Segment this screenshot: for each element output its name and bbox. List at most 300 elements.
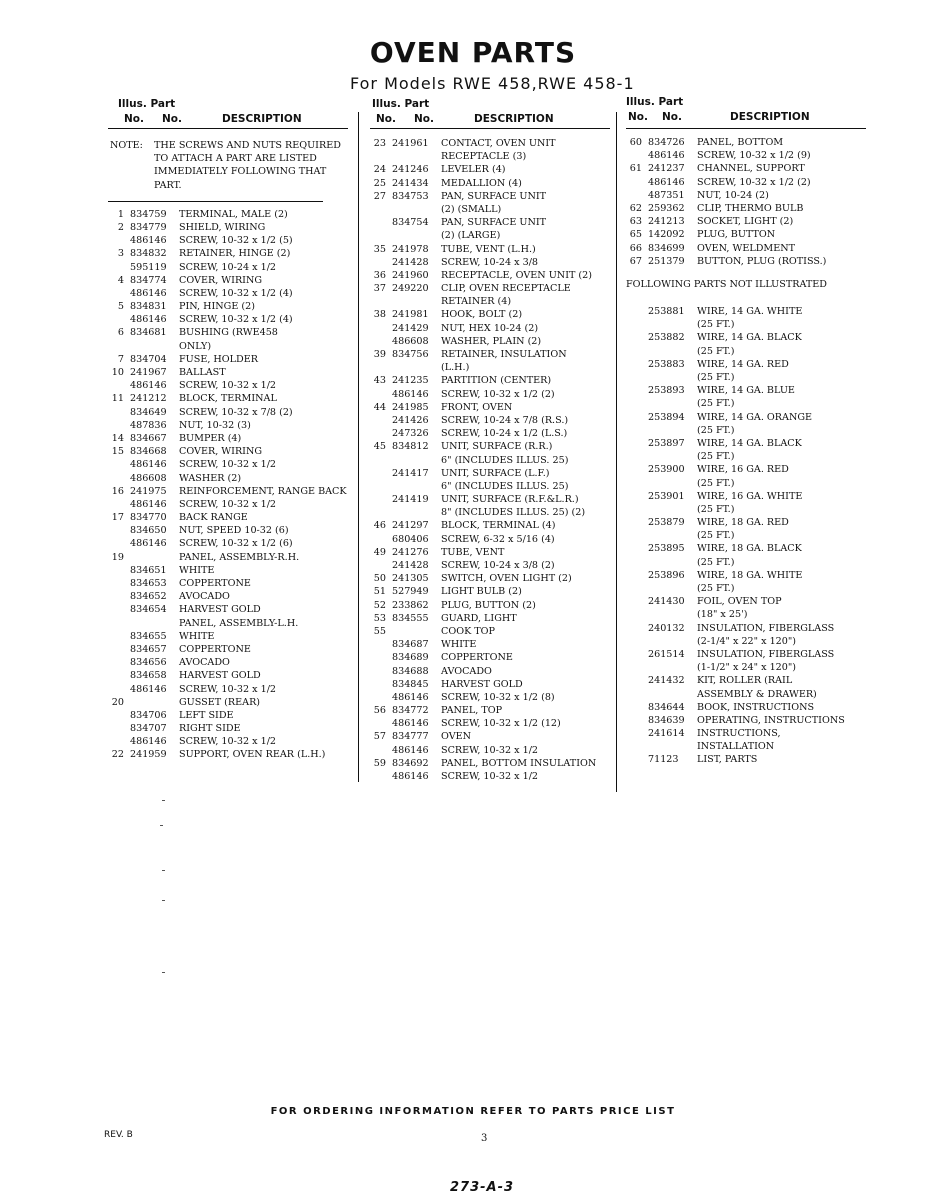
parts-row xyxy=(370,177,610,190)
part-description: SCREW, 10-32 x 1/2 (5) xyxy=(179,235,293,247)
parts-row xyxy=(626,331,866,344)
part-number: 834779 xyxy=(130,221,167,233)
part-description: SCREW, 10-32 x 1/2 (8) xyxy=(441,691,555,703)
part-number: 486146 xyxy=(392,388,429,400)
part-description: BUSHING (RWE458 xyxy=(179,327,278,339)
parts-row xyxy=(108,472,348,485)
header-description: DESCRIPTION xyxy=(474,113,554,125)
parts-row xyxy=(626,358,866,371)
parts-row xyxy=(370,744,610,757)
parts-row xyxy=(108,630,348,643)
part-description: WIRE, 14 GA. BLUE xyxy=(697,385,795,397)
illus-number: 10 xyxy=(111,367,124,379)
parts-row xyxy=(108,577,348,590)
part-number: 834653 xyxy=(130,578,167,590)
parts-row xyxy=(370,401,610,414)
scan-mark xyxy=(160,825,163,826)
part-description: INSULATION, FIBERGLASS xyxy=(697,648,835,660)
parts-row xyxy=(626,305,866,318)
part-number: 253883 xyxy=(648,358,685,370)
illus-number: 46 xyxy=(373,520,386,532)
parts-row xyxy=(370,757,610,770)
part-number: 834699 xyxy=(648,242,685,254)
part-description: (1-1/2" x 24" x 120") xyxy=(697,662,797,674)
part-number: 834832 xyxy=(130,248,167,260)
illus-number: 17 xyxy=(111,512,124,524)
part-number: 834831 xyxy=(130,301,167,313)
illus-number: 63 xyxy=(629,216,642,228)
illus-number: 37 xyxy=(373,283,386,295)
illus-number: 20 xyxy=(111,696,124,708)
parts-column-3 xyxy=(626,96,866,767)
parts-row xyxy=(370,348,610,361)
part-number: 241276 xyxy=(392,546,429,558)
part-description: HARVEST GOLD xyxy=(179,670,261,682)
parts-row xyxy=(626,228,866,241)
part-description: COVER, WIRING xyxy=(179,446,263,458)
part-number: 834759 xyxy=(130,208,167,220)
part-number: 834772 xyxy=(392,705,429,717)
parts-row xyxy=(370,427,610,440)
part-description: (25 FT.) xyxy=(697,451,735,463)
part-number: 241981 xyxy=(392,309,429,321)
part-number: 241246 xyxy=(392,164,429,176)
column-header xyxy=(370,96,610,129)
parts-row xyxy=(370,572,610,585)
part-number: 486146 xyxy=(130,683,167,695)
note-line: THE SCREWS AND NUTS REQUIRED xyxy=(154,140,341,151)
parts-row xyxy=(108,485,348,498)
part-description: SCREW, 10-32 x 1/2 (12) xyxy=(441,718,561,730)
column-divider xyxy=(616,112,617,792)
parts-row xyxy=(370,467,610,480)
part-number: 241297 xyxy=(392,520,429,532)
part-number: 241419 xyxy=(392,494,429,506)
header-description: DESCRIPTION xyxy=(730,111,810,123)
parts-row xyxy=(108,247,348,260)
part-description: BOOK, INSTRUCTIONS xyxy=(697,701,815,713)
part-number: 834812 xyxy=(392,441,429,453)
part-description: BLOCK, TERMINAL (4) xyxy=(441,520,556,532)
part-description: SCREW, 10-32 x 1/2 xyxy=(179,459,277,471)
parts-row xyxy=(108,603,348,616)
header-no-2: No. xyxy=(662,111,682,123)
illus-number: 27 xyxy=(373,190,386,202)
part-description: PIN, HINGE (2) xyxy=(179,301,255,313)
part-description: SCREW, 10-32 x 1/2 xyxy=(441,771,539,782)
parts-row xyxy=(108,392,348,405)
illus-number: 56 xyxy=(373,705,386,717)
part-description: (L.H.) xyxy=(441,362,470,374)
part-description: (25 FT.) xyxy=(697,372,735,384)
part-description: BALLAST xyxy=(179,367,226,379)
part-description: WASHER (2) xyxy=(179,472,242,484)
parts-row xyxy=(626,345,866,358)
illus-number: 7 xyxy=(117,353,124,365)
part-description: PANEL, BOTTOM xyxy=(697,137,784,148)
part-number: 241961 xyxy=(392,138,429,149)
note-line: IMMEDIATELY FOLLOWING THAT xyxy=(154,166,327,178)
parts-row xyxy=(626,674,866,687)
parts-row xyxy=(370,454,610,467)
part-description: KIT, ROLLER (RAIL xyxy=(697,675,793,687)
part-description: PAN, SURFACE UNIT xyxy=(441,217,547,229)
part-number: 486608 xyxy=(130,472,167,484)
illus-number: 55 xyxy=(373,625,386,637)
part-description: FRONT, OVEN xyxy=(441,401,513,413)
parts-row xyxy=(626,648,866,661)
part-description: WIRE, 14 GA. BLACK xyxy=(697,332,802,344)
part-number: 241237 xyxy=(648,163,685,175)
page-title: OVEN PARTS xyxy=(369,36,577,69)
parts-row xyxy=(370,322,610,335)
illus-number: 43 xyxy=(373,375,386,387)
part-description: RETAINER (4) xyxy=(441,296,512,308)
part-description: (18" x 25') xyxy=(697,609,748,621)
part-description: NUT, HEX 10-24 (2) xyxy=(441,322,539,334)
part-number: 240132 xyxy=(648,622,685,634)
part-number: 834667 xyxy=(130,432,167,444)
parts-row xyxy=(370,546,610,559)
part-description: RETAINER, INSULATION xyxy=(441,349,567,360)
parts-row xyxy=(626,622,866,635)
part-description: GUARD, LIGHT xyxy=(441,612,517,624)
document-code: 273-A-3 xyxy=(450,1180,515,1195)
part-description: PANEL, TOP xyxy=(441,705,503,717)
part-number: 486146 xyxy=(392,771,429,782)
part-description: SCREW, 10-32 x 1/2 xyxy=(441,744,539,756)
parts-row xyxy=(108,313,348,326)
part-description: NUT, 10-32 (3) xyxy=(179,419,251,431)
part-description: FUSE, HOLDER xyxy=(179,353,258,365)
part-number: 241428 xyxy=(392,560,429,571)
illus-number: 23 xyxy=(373,138,386,149)
part-number: 253897 xyxy=(648,437,685,449)
part-description: UNIT, SURFACE (L.F.) xyxy=(441,467,550,479)
part-number: 486146 xyxy=(648,150,685,162)
parts-row xyxy=(370,480,610,493)
part-number: 834756 xyxy=(392,349,429,360)
part-description: 6" (INCLUDES ILLUS. 25) xyxy=(441,454,569,466)
part-number: 241305 xyxy=(392,573,429,585)
part-description: HARVEST GOLD xyxy=(179,604,261,616)
part-number: 486146 xyxy=(392,744,429,756)
header-illus-part: Illus. Part xyxy=(118,98,176,110)
illus-number: 3 xyxy=(117,248,124,260)
parts-row xyxy=(370,243,610,256)
part-number: 834706 xyxy=(130,709,167,721)
part-number: 241213 xyxy=(648,216,685,228)
illus-number: 36 xyxy=(373,269,386,281)
parts-row xyxy=(626,463,866,476)
part-description: TERMINAL, MALE (2) xyxy=(179,208,288,220)
part-number: 834681 xyxy=(130,327,167,339)
part-number: 241212 xyxy=(130,393,167,405)
part-description: SCREW, 10-24 x 1/2 (L.S.) xyxy=(441,428,568,440)
part-number: 486146 xyxy=(130,498,167,510)
part-number: 486146 xyxy=(392,718,429,730)
part-description: NUT, SPEED 10-32 (6) xyxy=(179,525,289,537)
part-description: RETAINER, HINGE (2) xyxy=(179,248,291,260)
illus-number: 39 xyxy=(373,349,386,360)
parts-row xyxy=(108,406,348,419)
illus-number: 59 xyxy=(373,757,386,769)
parts-row xyxy=(626,397,866,410)
parts-row xyxy=(626,635,866,648)
parts-row xyxy=(370,203,610,216)
column-header xyxy=(626,96,866,129)
part-number: 241434 xyxy=(392,177,429,189)
part-description: (25 FT.) xyxy=(697,583,735,595)
part-description: WHITE xyxy=(441,639,477,651)
parts-row xyxy=(626,529,866,542)
illus-number: 38 xyxy=(373,309,386,321)
illus-number: 6 xyxy=(117,327,124,339)
illus-number: 51 xyxy=(373,586,386,598)
part-number: 487351 xyxy=(648,189,685,201)
parts-row xyxy=(370,704,610,717)
parts-row xyxy=(108,234,348,247)
part-description: (2) (LARGE) xyxy=(441,230,501,242)
parts-row xyxy=(626,424,866,437)
part-number: 486146 xyxy=(130,538,167,550)
part-description: (25 FT.) xyxy=(697,556,735,568)
part-number: 233862 xyxy=(392,599,429,611)
column-header xyxy=(108,96,348,129)
parts-row xyxy=(370,216,610,229)
header-no: No. xyxy=(124,113,144,125)
part-description: BUMPER (4) xyxy=(179,432,242,444)
parts-row xyxy=(370,190,610,203)
part-description: SHIELD, WIRING xyxy=(179,221,266,233)
part-description: SCREW, 10-32 x 1/2 (4) xyxy=(179,287,293,299)
part-description: SCREW, 10-32 x 1/2 xyxy=(179,380,277,392)
part-number: 253895 xyxy=(648,543,685,555)
illus-number: 35 xyxy=(373,243,386,255)
part-description: WIRE, 16 GA. RED xyxy=(697,464,789,476)
parts-row xyxy=(626,450,866,463)
scan-mark xyxy=(162,800,165,801)
revision-label: REV. B xyxy=(104,1130,133,1140)
part-description: AVOCADO xyxy=(179,591,230,603)
illus-number: 66 xyxy=(629,242,642,254)
illus-number: 22 xyxy=(111,749,124,761)
parts-row xyxy=(626,371,866,384)
parts-row xyxy=(370,665,610,678)
part-number: 834654 xyxy=(130,604,167,616)
parts-row xyxy=(370,440,610,453)
note-line: TO ATTACH A PART ARE LISTED xyxy=(154,153,317,165)
part-number: 253893 xyxy=(648,385,685,397)
parts-row xyxy=(370,256,610,269)
parts-row xyxy=(626,727,866,740)
part-description: WHITE xyxy=(179,564,215,576)
part-description: INSTRUCTIONS, xyxy=(697,728,781,740)
parts-row xyxy=(108,709,348,722)
part-number: 253900 xyxy=(648,464,685,476)
part-description: WIRE, 18 GA. BLACK xyxy=(697,543,802,555)
part-number: 241985 xyxy=(392,401,429,413)
part-description: WIRE, 14 GA. ORANGE xyxy=(697,411,813,423)
illus-number: 24 xyxy=(373,164,386,176)
note-line: PART. xyxy=(154,179,182,191)
part-number: 834689 xyxy=(392,652,429,664)
part-description: (25 FT.) xyxy=(697,530,735,542)
part-description: RECEPTACLE (3) xyxy=(441,151,527,163)
part-description: WIRE, 18 GA. RED xyxy=(697,517,789,529)
parts-row xyxy=(626,136,866,149)
part-description: COPPERTONE xyxy=(179,578,251,590)
parts-row xyxy=(108,551,348,564)
parts-row xyxy=(626,740,866,753)
part-number: 241959 xyxy=(130,749,167,761)
page-subtitle: For Models RWE 458,RWE 458-1 xyxy=(350,74,635,93)
part-description: PANEL, ASSEMBLY-L.H. xyxy=(179,617,299,629)
part-description: PAN, SURFACE UNIT xyxy=(441,190,547,202)
part-description: BUTTON, PLUG (ROTISS.) xyxy=(697,255,827,267)
parts-row xyxy=(370,730,610,743)
parts-row xyxy=(370,717,610,730)
illus-number: 25 xyxy=(373,177,386,189)
part-description: GUSSET (REAR) xyxy=(179,696,261,708)
header-description: DESCRIPTION xyxy=(222,113,302,125)
parts-row xyxy=(370,229,610,242)
part-description: COPPERTONE xyxy=(179,643,251,655)
part-number: 834753 xyxy=(392,190,429,202)
part-description: SCREW, 10-24 x 1/2 xyxy=(179,261,277,273)
part-number: 834777 xyxy=(392,731,429,743)
header-no-2: No. xyxy=(162,113,182,125)
part-number: 71123 xyxy=(648,754,679,766)
parts-row xyxy=(108,735,348,748)
part-number: 834770 xyxy=(130,512,167,524)
parts-row xyxy=(108,419,348,432)
part-description: INSULATION, FIBERGLASS xyxy=(697,622,835,634)
parts-row xyxy=(626,176,866,189)
parts-row xyxy=(370,137,610,150)
part-number: 253896 xyxy=(648,569,685,581)
part-description: SCREW, 10-32 x 1/2 xyxy=(179,498,277,510)
part-description: (25 FT.) xyxy=(697,319,735,331)
illus-number: 52 xyxy=(373,599,386,611)
illus-number: 65 xyxy=(629,229,642,241)
parts-row xyxy=(370,295,610,308)
part-number: 253894 xyxy=(648,411,685,423)
part-description: AVOCADO xyxy=(179,657,230,669)
part-description: ASSEMBLY & DRAWER) xyxy=(697,688,817,700)
part-description: UNIT, SURFACE (R.R.) xyxy=(441,441,553,453)
parts-row xyxy=(370,651,610,664)
page-number: 3 xyxy=(481,1133,488,1144)
part-number: 834774 xyxy=(130,274,167,286)
parts-row xyxy=(370,770,610,783)
parts-row xyxy=(626,202,866,215)
part-number: 834652 xyxy=(130,591,167,603)
illus-number: 61 xyxy=(629,163,642,175)
part-description: OPERATING, INSTRUCTIONS xyxy=(697,714,845,726)
not-illustrated-heading: FOLLOWING PARTS NOT ILLUSTRATED xyxy=(626,278,827,290)
illus-number: 50 xyxy=(373,573,386,585)
parts-row xyxy=(626,242,866,255)
scan-mark xyxy=(162,972,165,973)
illus-number: 57 xyxy=(373,731,386,743)
illus-number: 45 xyxy=(373,441,386,453)
parts-row xyxy=(108,683,348,696)
part-number: 241975 xyxy=(130,485,167,497)
parts-row xyxy=(370,691,610,704)
part-description: 6" (INCLUDES ILLUS. 25) xyxy=(441,480,569,492)
parts-row xyxy=(108,564,348,577)
part-description: (25 FT.) xyxy=(697,503,735,515)
part-description: WIRE, 14 GA. RED xyxy=(697,358,789,370)
part-number: 834655 xyxy=(130,630,167,642)
parts-row xyxy=(626,318,866,331)
part-number: 486146 xyxy=(130,287,167,299)
parts-row xyxy=(108,221,348,234)
illus-number: 1 xyxy=(117,208,124,220)
parts-row xyxy=(108,300,348,313)
part-number: 834692 xyxy=(392,757,429,769)
parts-row xyxy=(626,189,866,202)
note-label: NOTE: xyxy=(110,140,143,151)
part-description: SCREW, 10-32 x 1/2 (4) xyxy=(179,314,293,326)
part-description: SCREW, 10-32 x 1/2 xyxy=(179,683,277,695)
parts-row xyxy=(626,542,866,555)
parts-row xyxy=(108,208,348,221)
part-description: SCREW, 10-32 x 1/2 (6) xyxy=(179,538,293,550)
illus-number: 60 xyxy=(629,137,642,148)
parts-row xyxy=(626,503,866,516)
part-description: LEVELER (4) xyxy=(441,164,506,176)
parts-row xyxy=(626,701,866,714)
part-description: REINFORCEMENT, RANGE BACK xyxy=(179,485,347,497)
part-description: WIRE, 14 GA. WHITE xyxy=(697,306,803,318)
parts-row xyxy=(370,599,610,612)
parts-row xyxy=(108,498,348,511)
part-description: AVOCADO xyxy=(441,665,492,677)
part-number: 834656 xyxy=(130,657,167,669)
part-description: PANEL, ASSEMBLY-R.H. xyxy=(179,551,300,563)
part-number: 241978 xyxy=(392,243,429,255)
part-number: 834688 xyxy=(392,665,429,677)
part-number: 251379 xyxy=(648,255,685,267)
part-number: 241960 xyxy=(392,269,429,281)
part-description: BLOCK, TERMINAL xyxy=(179,393,277,405)
parts-row xyxy=(108,340,348,353)
parts-row xyxy=(626,753,866,766)
header-no-2: No. xyxy=(414,113,434,125)
part-number: 486146 xyxy=(130,380,167,392)
illus-number: 4 xyxy=(117,274,124,286)
parts-row xyxy=(626,661,866,674)
parts-row xyxy=(626,215,866,228)
parts-row xyxy=(370,612,610,625)
part-description: CONTACT, OVEN UNIT xyxy=(441,138,556,149)
parts-row xyxy=(370,506,610,519)
parts-row xyxy=(370,585,610,598)
parts-row xyxy=(108,511,348,524)
part-description: SCREW, 10-32 x 1/2 (2) xyxy=(441,388,555,400)
parts-row xyxy=(370,519,610,532)
part-number: 834657 xyxy=(130,643,167,655)
part-number: 834649 xyxy=(130,406,167,418)
parts-row xyxy=(108,366,348,379)
part-number: 486146 xyxy=(392,691,429,703)
part-number: 259362 xyxy=(648,202,685,214)
part-number: 486146 xyxy=(130,459,167,471)
parts-row xyxy=(370,282,610,295)
part-description: NUT, 10-24 (2) xyxy=(697,189,769,201)
